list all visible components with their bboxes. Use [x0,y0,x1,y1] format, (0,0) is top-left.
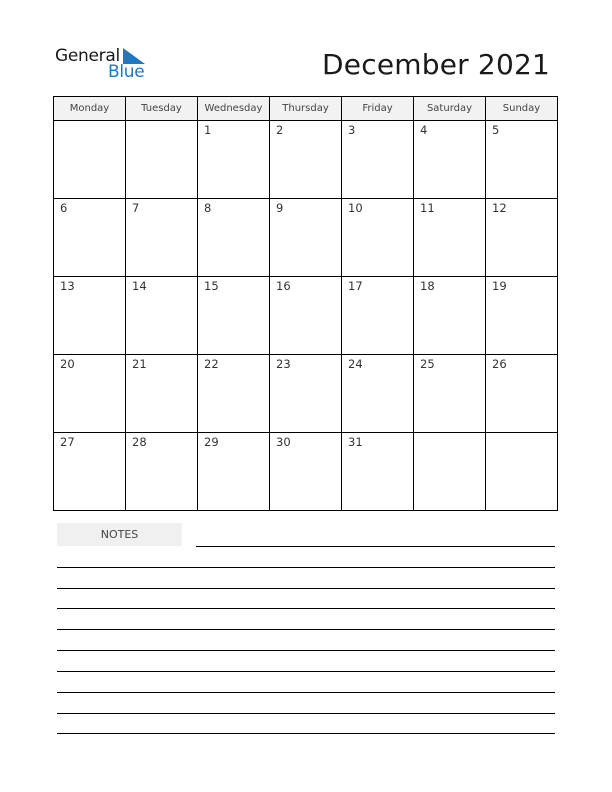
note-line [57,588,555,589]
day-cell: 26 [486,355,558,433]
note-line [57,713,555,714]
page-title: December 2021 [322,48,550,81]
day-cell: 20 [54,355,126,433]
day-cell: 11 [414,199,486,277]
note-line [196,546,555,547]
day-cell: 1 [198,121,270,199]
week-row [54,433,558,511]
weekday-thursday: Thursday [270,97,342,121]
day-cell: 25 [414,355,486,433]
day-cell: 7 [126,199,198,277]
day-cell: 18 [414,277,486,355]
day-cell [414,433,486,511]
day-cell: 9 [270,199,342,277]
day-cell [486,433,558,511]
weekday-sunday: Sunday [486,97,558,121]
day-cell: 19 [486,277,558,355]
day-cell: 6 [54,199,126,277]
note-line [57,567,555,568]
note-line [57,671,555,672]
week-row [54,199,558,277]
weekday-header-row [54,97,558,121]
day-cell: 14 [126,277,198,355]
day-cell: 22 [198,355,270,433]
day-cell: 2 [270,121,342,199]
day-cell: 23 [270,355,342,433]
weekday-wednesday: Wednesday [198,97,270,121]
day-cell: 3 [342,121,414,199]
day-cell: 17 [342,277,414,355]
week-row [54,277,558,355]
week-row [54,121,558,199]
day-cell: 12 [486,199,558,277]
note-line [57,629,555,630]
weekday-monday: Monday [54,97,126,121]
note-line [57,692,555,693]
day-cell: 29 [198,433,270,511]
weekday-friday: Friday [342,97,414,121]
day-cell: 28 [126,433,198,511]
day-cell: 8 [198,199,270,277]
calendar-grid [53,96,558,511]
week-row [54,355,558,433]
day-cell [126,121,198,199]
day-cell: 27 [54,433,126,511]
note-line [57,650,555,651]
day-cell [54,121,126,199]
day-cell: 4 [414,121,486,199]
weekday-saturday: Saturday [414,97,486,121]
day-cell: 5 [486,121,558,199]
note-line [57,608,555,609]
logo-text-blue: Blue [108,62,145,82]
day-cell: 15 [198,277,270,355]
logo [55,46,155,86]
day-cell: 10 [342,199,414,277]
day-cell: 31 [342,433,414,511]
logo-text-general: General [55,46,120,66]
weekday-tuesday: Tuesday [126,97,198,121]
day-cell: 24 [342,355,414,433]
day-cell: 16 [270,277,342,355]
note-line [57,733,555,734]
notes-label: NOTES [57,523,182,546]
day-cell: 30 [270,433,342,511]
day-cell: 21 [126,355,198,433]
day-cell: 13 [54,277,126,355]
